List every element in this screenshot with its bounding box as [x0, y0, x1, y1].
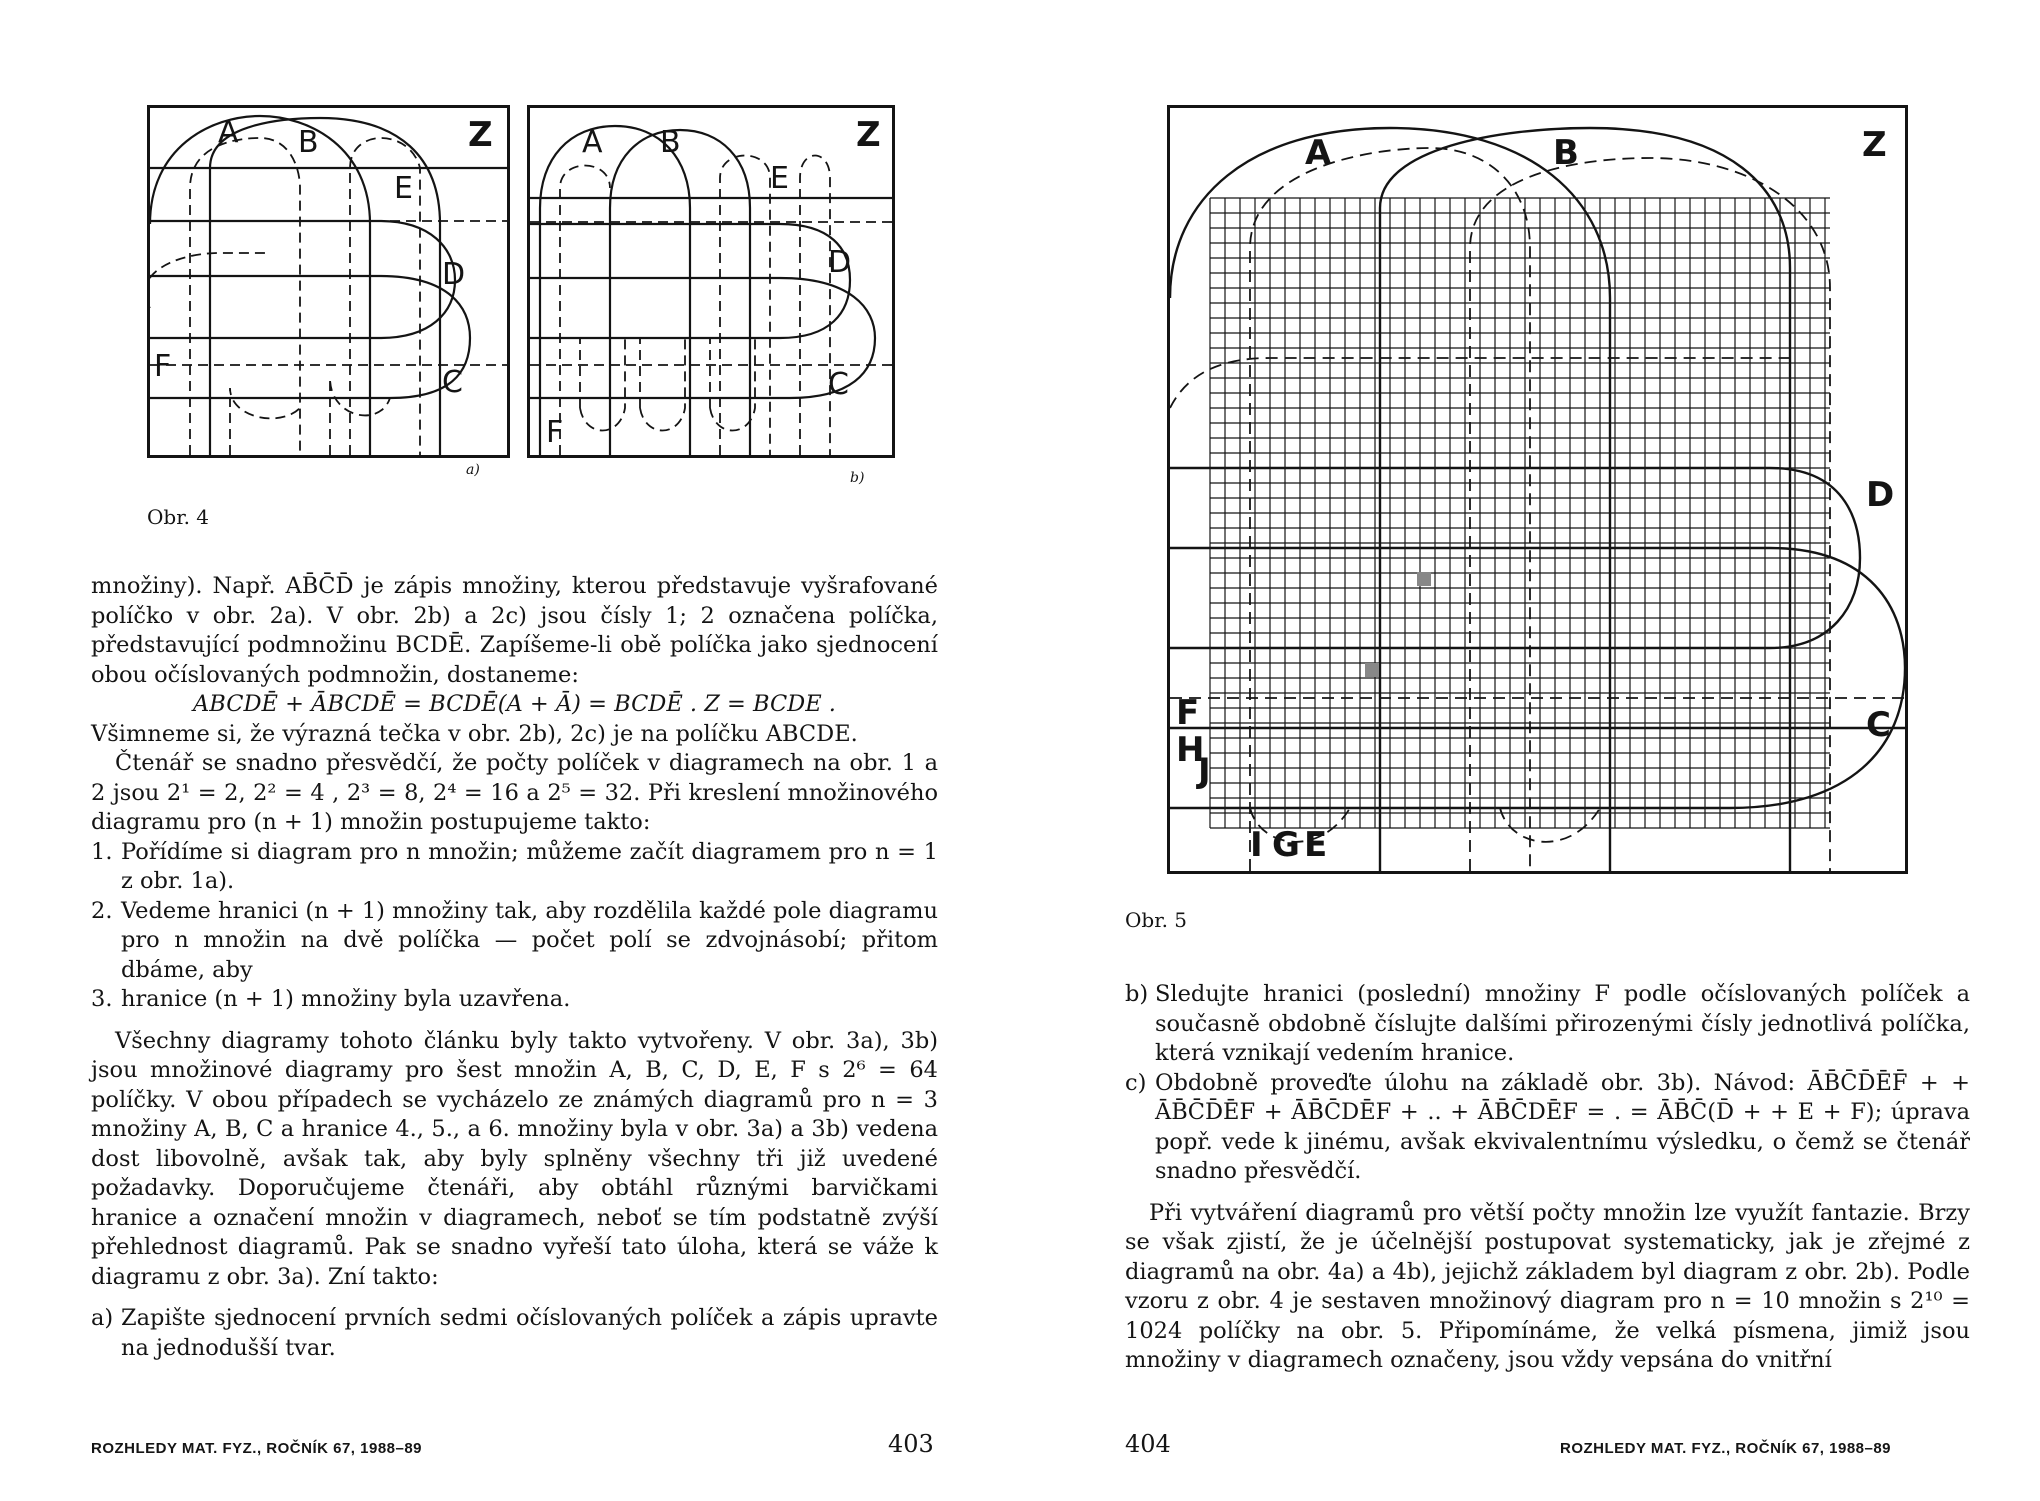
left-body-text [91, 572, 938, 1363]
figure-4a-label-z: Z [468, 115, 493, 155]
figure-4b-label-e: E [770, 161, 789, 196]
left-page-number: 403 [888, 1430, 934, 1458]
figure-4b [527, 105, 895, 458]
figure-5-label-f: F [1176, 693, 1200, 733]
hatched-cell [1365, 663, 1379, 677]
figure-4a-sublabel: a) [466, 462, 480, 478]
task-c-text: Obdobně proveďte úlohu na základě obr. 3b). Návod: ĀB̄C̄D̄ĒF̄ + + ĀB̄C̄D̄ĒF + ĀB̄C̄DĒF + .. + ĀB̄C̄DĒF = . = ĀB̄C̄(D̄ + + E + F); úprava popř. vede k jinému, avšak ekvivalentnímu výsledku, o čemž se čtenář snadno přesvědčí. [1155, 1069, 1970, 1184]
task-a-text: Zapište sjednocení prvních sedmi očíslovaných políček a zápis upravte na jednodušší tvar. [121, 1305, 938, 1361]
figure-4b-label-b: B [660, 125, 681, 160]
figure-4a [147, 105, 510, 458]
figure-5-label-a: A [1305, 133, 1332, 173]
figure-5-caption: Obr. 5 [1125, 908, 1188, 932]
figure-4b-drawing [530, 108, 892, 455]
right-footer: ROZHLEDY MAT. FYZ., ROČNÍK 67, 1988–89 [1560, 1440, 1892, 1457]
right-body-text [1125, 980, 1970, 1376]
right-page-number: 404 [1125, 1430, 1171, 1458]
figure-4a-label-f: F [154, 349, 172, 384]
figure-5-label-z: Z [1862, 125, 1887, 165]
figure-4b-sublabel: b) [850, 470, 865, 486]
paragraph-5: Při vytváření diagramů pro větší počty množin lze využít fantazie. Brzy se však zjistí, že je účelnější postupovat systematicky, jak je zřejmé z diagramů na obr. 4a) a 4b), jejichž základem byl diagram z obr. 2b). Podle vzoru z obr. 4 je sestaven množinový diagram pro n = 10 množin s 2¹⁰ = 1024 políčky na obr. 5. Připomínáme, že velká písmena, jimiž jsou množiny v diagramech označeny, jsou vždy vepsána do vnitřní [1125, 1199, 1970, 1373]
task-a-label: a) [91, 1305, 114, 1331]
figure-5-label-c: C [1866, 705, 1891, 745]
figure-5 [1167, 105, 1908, 874]
list-item-number: 2. [91, 897, 113, 924]
list-item-number: 3. [91, 986, 113, 1012]
figure-5-label-g: G [1272, 825, 1300, 865]
left-footer: ROZHLEDY MAT. FYZ., ROČNÍK 67, 1988–89 [91, 1440, 423, 1457]
task-a [91, 1304, 938, 1363]
task-c-label: c) [1125, 1069, 1147, 1096]
figure-5-drawing [1170, 108, 1905, 871]
figure-5-label-b: B [1553, 133, 1579, 173]
figure-4a-label-e: E [394, 171, 413, 206]
figure-4-caption: Obr. 4 [147, 505, 210, 529]
figure-5-label-h: H [1176, 730, 1205, 770]
list-item-text: hranice (n + 1) množiny byla uzavřena. [121, 986, 571, 1012]
list-item-number: 1. [91, 838, 113, 865]
figure-4b-label-c: C [828, 367, 849, 402]
right-page [1020, 0, 2040, 1501]
figure-4a-label-b: B [298, 125, 319, 160]
figure-4b-label-f: F [546, 415, 564, 450]
figure-5-label-e: E [1304, 825, 1328, 865]
list-item-text: Vedeme hranici (n + 1) množiny tak, aby rozdělila každé pole diagramu pro n množin na dvě políčka — počet polí se zdvojnásobí; přitom dbáme, aby [121, 897, 938, 983]
task-b-text: Sledujte hranici (poslední) množiny F podle očíslovaných políček a současně obdobně číslujte dalšími přirozenými čísly jednotlivá políčka, která vznikají vedením hranice. [1155, 981, 1970, 1066]
paragraph-3: Čtenář se snadno přesvědčí, že počty políček v diagramech na obr. 1 a 2 jsou 2¹ = 2, 2² = 4 , 2³ = 8, 2⁴ = 16 a 2⁵ = 32. Při kreslení množinového diagramu pro (n + 1) množin postupujeme takto: [91, 750, 938, 835]
list-item [91, 985, 938, 1015]
hatched-cell [1417, 572, 1431, 586]
figure-4a-label-c: C [442, 365, 463, 400]
task-c [1125, 1069, 1970, 1187]
figure-4a-label-a: A [218, 115, 239, 150]
paragraph-2: Všimneme si, že výrazná tečka v obr. 2b), 2c) je na políčku ABCDE. [91, 720, 858, 747]
paragraph-4: Všechny diagramy tohoto článku byly takto vytvořeny. V obr. 3a), 3b) jsou množinové diagramy pro šest množin A, B, C, D, E, F s 2⁶ = 64 políčky. V obou případech se vycházelo ze známých diagramů pro n = 3 množiny A, B, C a hranice 4., 5., a 6. množiny byla v obr. 3a) a 3b) vedena dost libovolně, avšak tak, aby byly splněny všechny tři již uvedené požadavky. Doporučujeme čtenáři, aby obtáhl různými barvičkami hranice a označení množin v diagramech, neboť se tím podstatně zvýší přehlednost diagramů. Pak se snadno vyřeší tato úloha, která se váže k diagramu z obr. 3a). Zní takto: [91, 1027, 938, 1290]
list-item [91, 897, 938, 986]
figure-4b-label-z: Z [856, 115, 881, 155]
list-item [91, 838, 938, 897]
figure-4b-label-d: D [828, 245, 852, 280]
list-item-text: Pořídíme si diagram pro n množin; můžeme začít diagramem pro n = 1 z obr. 1a). [121, 838, 938, 894]
formula: ABCDĒ + ĀBCDĒ = BCDĒ(A + Ā) = BCDĒ . Z = BCDE . [193, 691, 836, 717]
figure-4b-label-a: A [582, 125, 603, 160]
figure-4a-label-d: D [442, 257, 466, 292]
figure-5-label-i: I [1250, 825, 1263, 865]
figure-5-label-j: J [1198, 751, 1211, 791]
paragraph-1: množiny). Např. AB̄C̄D̄ je zápis množiny, kterou představuje vyšrafované políčko v obr. 2a). V obr. 2b) a 2c) jsou čísly 1; 2 označena políčka, představující podmnožinu BCDĒ. Zapíšeme-li obě políčka jako sjednocení obou očíslovaných podmnožin, dostaneme: [91, 573, 938, 688]
figure-5-label-d: D [1866, 475, 1895, 515]
task-b-label: b) [1125, 981, 1149, 1007]
task-b [1125, 980, 1970, 1069]
